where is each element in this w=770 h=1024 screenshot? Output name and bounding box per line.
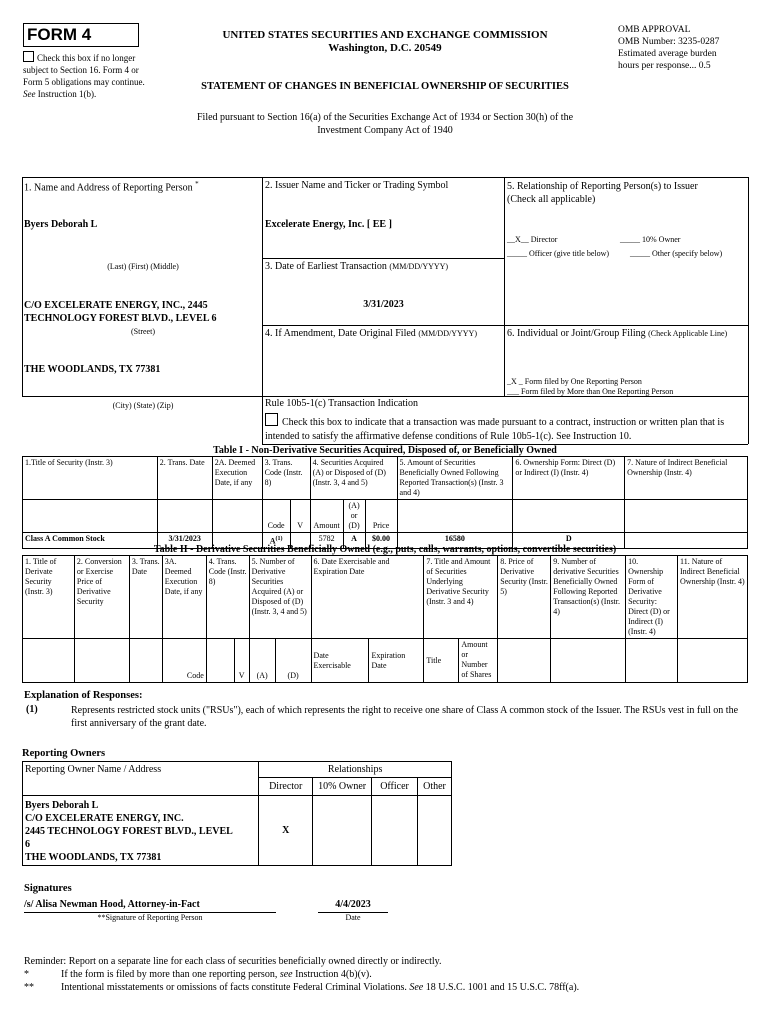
t1-col7-header: 7. Nature of Indirect Beneficial Ownership (Instr. 4) bbox=[625, 457, 748, 500]
t1-col2-header: 2. Trans. Date bbox=[157, 457, 212, 500]
box6-label: 6. Individual or Joint/Group Filing (Check Applicable Line) bbox=[507, 328, 728, 339]
t2-col9-header: 9. Number of derivative Securities Beneficially Owned Following Reported Transaction(s) (Instr. 4) bbox=[551, 556, 626, 639]
t1-col4-header: 4. Securities Acquired (A) or Disposed of (D) (Instr. 3, 4 and 5) bbox=[310, 457, 397, 500]
t1-col1-header: 1.Title of Security (Instr. 3) bbox=[23, 457, 158, 500]
filing-type-options bbox=[507, 377, 673, 397]
issuer-name: Excelerate Energy, Inc. [ EE ] bbox=[265, 219, 392, 230]
one-reporting-person-option: _X _ Form filed by One Reporting Person bbox=[507, 377, 642, 386]
box3-label: 3. Date of Earliest Transaction (MM/DD/YYYY) bbox=[265, 261, 449, 272]
name-parts-label: (Last) (First) (Middle) bbox=[107, 262, 179, 271]
t1-sub-v: V bbox=[290, 500, 310, 533]
t2-col11-header: 11. Nature of Indirect Beneficial Ownership (Instr. 4) bbox=[678, 556, 748, 639]
reporting-owners-table bbox=[22, 761, 452, 866]
director-option: __X__ Director bbox=[507, 235, 558, 244]
t2-sub-v-cell bbox=[206, 639, 234, 683]
table1-grid bbox=[22, 456, 748, 549]
form-title-box bbox=[23, 23, 139, 47]
footnote-star1: * If the form is filed by more than one reporting person, see Instruction 4(b)(v). bbox=[24, 969, 372, 980]
city-state-zip: THE WOODLANDS, TX 77381 bbox=[24, 364, 161, 375]
signer-label: **Signature of Reporting Person bbox=[97, 913, 203, 922]
t1-amount: 5782 bbox=[310, 533, 343, 549]
t2-col3a-header: 3A. Deemed Execution Date, if any bbox=[162, 556, 206, 639]
t2-sub-v: V bbox=[234, 639, 249, 683]
t1-price: $0.00 bbox=[365, 533, 397, 549]
table-row bbox=[23, 796, 452, 866]
street-address: C/O EXCELERATE ENERGY, INC., 2445 TECHNOLOGY FOREST BLVD., LEVEL 6 bbox=[24, 300, 217, 324]
statement-title: STATEMENT OF CHANGES IN BENEFICIAL OWNERSHIP OF SECURITIES bbox=[201, 81, 569, 92]
table2 bbox=[22, 555, 748, 683]
city-label: (City) (State) (Zip) bbox=[112, 401, 174, 410]
no-longer-subject-checkbox[interactable] bbox=[23, 51, 34, 62]
rule10b5-text: Check this box to indicate that a transaction was made pursuant to a contract, instruction or written plan that is intended to satisfy the affirmative defense conditions of Rule 10b5-1(c). See Instruction 10. bbox=[265, 413, 743, 444]
signature-date: 4/4/2023 bbox=[335, 899, 371, 910]
t2-sub-expiration: Expiration Date bbox=[369, 639, 424, 683]
t1-col2a-header: 2A. Deemed Execution Date, if any bbox=[212, 457, 262, 500]
owners-col-officer: Officer bbox=[372, 778, 418, 796]
box1-label: 1. Name and Address of Reporting Person * bbox=[24, 180, 199, 194]
box2-label: 2. Issuer Name and Ticker or Trading Symbol bbox=[265, 180, 449, 191]
t1-col5-header: 5. Amount of Securities Beneficially Owned Following Reported Transaction(s) (Instr. 3 and 4) bbox=[397, 457, 513, 500]
t1-col3-header: 3. Trans. Code (Instr. 8) bbox=[262, 457, 310, 500]
t1-owned-following: 16580 bbox=[397, 533, 513, 549]
omb-approval-box: OMB APPROVAL OMB Number: 3235-0287 Estimated average burden hours per response... 0.5 bbox=[618, 25, 720, 71]
table2-title: Table II - Derivative Securities Beneficially Owned (e.g., puts, calls, warrants, options, convertible securities) bbox=[153, 544, 617, 555]
signature-date-label: Date bbox=[345, 913, 361, 922]
reporting-owners-heading: Reporting Owners bbox=[22, 748, 106, 759]
t2-sub-title: Title bbox=[424, 639, 459, 683]
t2-col4-header: 4. Trans. Code (Instr. 8) bbox=[206, 556, 249, 639]
box4-label: 4. If Amendment, Date Original Filed (MM/DD/YYYY) bbox=[265, 328, 477, 339]
box5-label: 5. Relationship of Reporting Person(s) to Issuer (Check all applicable) bbox=[507, 181, 698, 205]
t2-sub-d: (D) bbox=[275, 639, 311, 683]
t1-aord: A bbox=[343, 533, 365, 549]
form-title: FORM 4 bbox=[27, 25, 92, 44]
owners-col-relationships: Relationships bbox=[259, 762, 452, 778]
t1-trans-date: 3/31/2023 bbox=[157, 533, 212, 549]
rule10b5-title: Rule 10b5-1(c) Transaction Indication bbox=[265, 398, 419, 409]
reporting-owners-grid bbox=[22, 761, 452, 866]
officer-option: _____ Officer (give title below) bbox=[507, 249, 610, 258]
t2-sub-a: (A) bbox=[249, 639, 275, 683]
explanation-heading: Explanation of Responses: bbox=[24, 690, 143, 701]
signatures-heading: Signatures bbox=[24, 883, 72, 894]
t2-col7-header: 7. Title and Amount of Securities Underlying Derivative Security (Instr. 3 and 4) bbox=[424, 556, 498, 639]
t2-col1-header: 1. Title of Derivate Security (Instr. 3) bbox=[23, 556, 75, 639]
t1-sub-amount: Amount bbox=[310, 500, 343, 533]
other-option: _____ Other (specify below) bbox=[630, 249, 723, 258]
explanation-item-text: Represents restricted stock units ("RSUs"), each of which represents the right to receive one share of Class A common stock of the Issuer. The RSUs vest in full on the first anniversary of the grant date. bbox=[71, 705, 739, 729]
table2-grid bbox=[22, 555, 748, 683]
t1-sub-code: Code bbox=[262, 500, 290, 533]
t2-col8-header: 8. Price of Derivative Security (Instr. 5) bbox=[498, 556, 551, 639]
t2-col5-header: 5. Number of Derivative Securities Acquired (A) or Disposed of (D) (Instr. 3, 4 and 5) bbox=[249, 556, 311, 639]
signer-name: /s/ Alisa Newman Hood, Attorney-in-Fact bbox=[24, 899, 200, 910]
ten-pct-owner-option: _____ 10% Owner bbox=[620, 235, 681, 244]
t2-sub-amount: Amount or Number of Shares bbox=[459, 639, 498, 683]
t1-sub-price: Price bbox=[365, 500, 397, 533]
footnote-star2: ** Intentional misstatements or omissions of facts constitute Federal Criminal Violations. See 18 U.S.C. 1001 and 15 U.S.C. 78ff(a). bbox=[24, 982, 580, 993]
t2-sub-date-exercisable: Date Exercisable bbox=[311, 639, 369, 683]
t1-trans-code: $A^{(1)}$ bbox=[262, 533, 290, 549]
rule10b5-checkbox[interactable] bbox=[265, 413, 278, 426]
owners-col-director: Director bbox=[259, 778, 313, 796]
t1-security-title: Class A Common Stock bbox=[23, 533, 158, 549]
t2-col2-header: 2. Conversion or Exercise Price of Derivative Security bbox=[74, 556, 129, 639]
table1 bbox=[22, 456, 748, 549]
t2-col10-header: 10. Ownership Form of Derivative Security: Direct (D) or Indirect (I) (Instr. 4) bbox=[626, 556, 678, 639]
street-label: (Street) bbox=[131, 327, 155, 336]
no-longer-subject-note: Check this box if no longer subject to Section 16. Form 4 or Form 5 obligations may continue. See Instruction 1(b). bbox=[23, 53, 145, 99]
earliest-transaction-date: 3/31/2023 bbox=[363, 299, 404, 310]
t2-col3-header: 3. Trans. Date bbox=[129, 556, 162, 639]
more-reporting-persons-option: ___ Form filed by More than One Reporting Person bbox=[507, 387, 674, 396]
owner-director-mark: X bbox=[259, 796, 313, 866]
reporting-person-name: Byers Deborah L bbox=[24, 219, 98, 230]
owners-col-name: Reporting Owner Name / Address bbox=[23, 762, 259, 796]
table1-title: Table I - Non-Derivative Securities Acquired, Disposed of, or Beneficially Owned bbox=[213, 445, 557, 456]
explanation-item-num: (1) bbox=[26, 704, 38, 715]
t1-ownership-form: D bbox=[513, 533, 625, 549]
owners-col-other: Other bbox=[418, 778, 452, 796]
agency-heading: UNITED STATES SECURITIES AND EXCHANGE COMMISSION Washington, D.C. 20549 bbox=[222, 29, 548, 54]
t1-sub-aord: (A) or (D) bbox=[343, 500, 365, 533]
filed-pursuant-text: Filed pursuant to Section 16(a) of the Securities Exchange Act of 1934 or Section 30(h) of the Investment Company Act of 1940 bbox=[196, 112, 574, 136]
reminder-text: Reminder: Report on a separate line for each class of securities beneficially owned directly or indirectly. bbox=[24, 956, 442, 967]
owner-name-address: Byers Deborah L C/O EXCELERATE ENERGY, INC. 2445 TECHNOLOGY FOREST BLVD., LEVEL 6 THE WOODLANDS, TX 77381 bbox=[23, 796, 259, 866]
t1-col6-header: 6. Ownership Form: Direct (D) or Indirect (I) (Instr. 4) bbox=[513, 457, 625, 500]
t2-col6-header: 6. Date Exercisable and Expiration Date bbox=[311, 556, 424, 639]
owners-col-ten-pct: 10% Owner bbox=[313, 778, 372, 796]
t2-sub-code: Code bbox=[162, 639, 206, 683]
